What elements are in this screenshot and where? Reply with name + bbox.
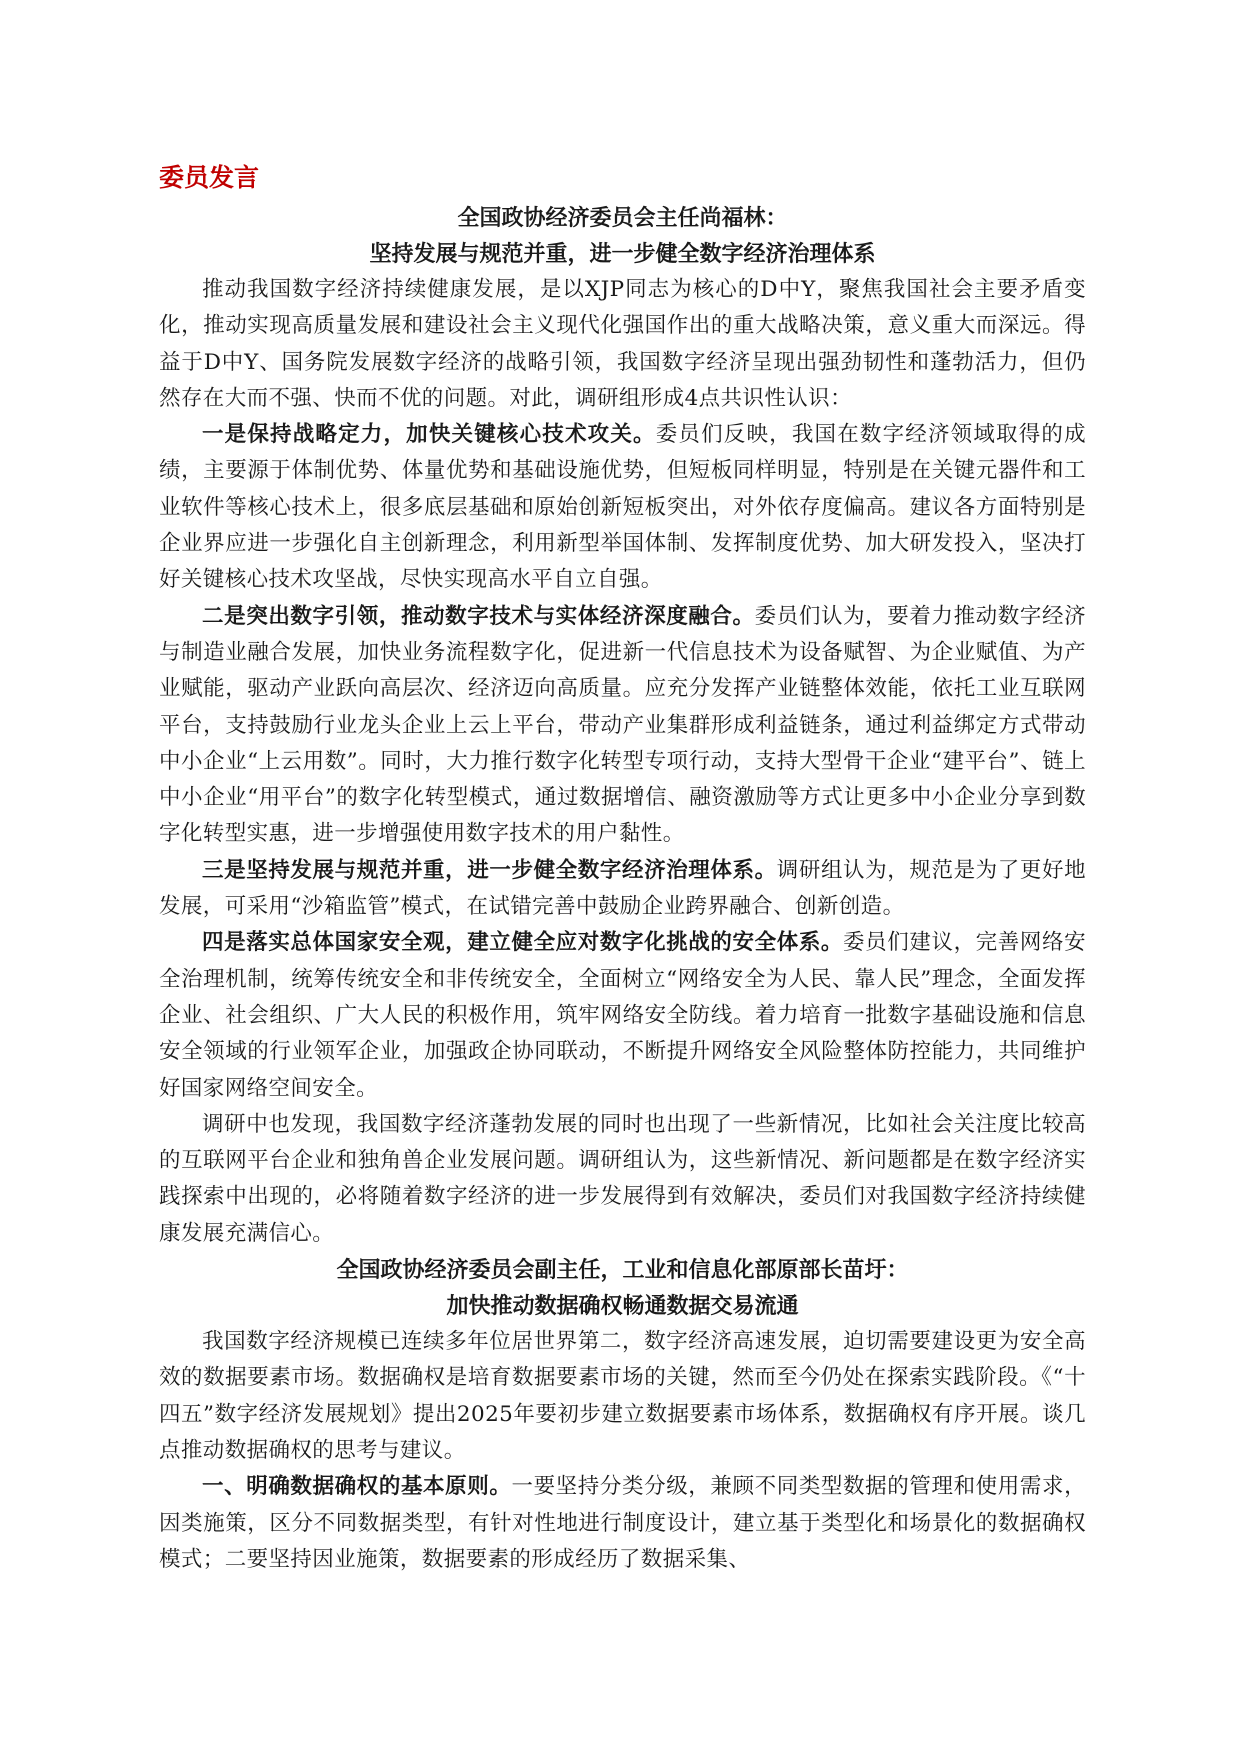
speech-2-paragraph-1: [159, 1324, 1086, 1469]
paragraph-lead: 二是突出数字引领，推动数字技术与实体经济深度融合。: [202, 603, 755, 629]
speech-2-title: 加快推动数据确权畅通数据交易流通: [446, 1293, 799, 1320]
paragraph-text: 一要坚持分类分级，兼顾不同类型数据的管理和使用需求，因类施策，区分不同数据类型，有针对性地进行制度设计，建立基于类型化和场景化的数据确权模式；二要坚持因业施策，数据要素的形成经历了数据采集、: [159, 1474, 1086, 1572]
paragraph-text: 推动我国数字经济持续健康发展，是以XJP同志为核心的D中Y，聚焦我国社会主要矛盾变化，推动实现高质量发展和建设社会主义现代化强国作出的重大战略决策，意义重大而深远。得益于D中Y、国务院发展数字经济的战略引领，我国数字经济呈现出强劲韧性和蓬勃活力，但仍然存在大而不强、快而不优的问题。对此，调研组形成4点共识性认识：: [159, 277, 1086, 411]
paragraph-text: 调研组认为，规范是为了更好地发展，可采用“沙箱监管”模式，在试错完善中鼓励企业跨界融合、创新创造。: [159, 857, 1086, 920]
paragraph-lead: 一、明确数据确权的基本原则。: [202, 1474, 512, 1500]
speech-1-paragraph-2: [159, 417, 1086, 598]
speech-1-paragraph-4: [159, 853, 1086, 926]
paragraph-lead: 四是落实总体国家安全观，建立健全应对数字化挑战的安全体系。: [202, 930, 844, 956]
speech-1-speaker: 全国政协经济委员会主任尚福林：: [457, 205, 788, 231]
paragraph-text: 委员们建议，完善网络安全治理机制，统筹传统安全和非传统安全，全面树立“网络安全为人民、靠人民”理念，全面发挥企业、社会组织、广大人民的积极作用，筑牢网络安全防线。着力培育一批数字基础设施和信息安全领域的行业领军企业，加强政企协同联动，不断提升网络安全风险整体防控能力，共同维护好国家网络空间安全。: [159, 930, 1086, 1101]
speech-2-speaker: 全国政协经济委员会副主任，工业和信息化部原部长苗圩：: [336, 1257, 909, 1284]
paragraph-text: 委员们反映，我国在数字经济领域取得的成绩，主要源于体制优势、体量优势和基础设施优势，但短板同样明显，特别是在关键元器件和工业软件等核心技术上，很多底层基础和原始创新短板突出，对外依存度偏高。建议各方面特别是企业界应进一步强化自主创新理念，利用新型举国体制、发挥制度优势、加大研发投入，坚决打好关键核心技术攻坚战，尽快实现高水平自立自强。: [159, 422, 1086, 593]
document-page: [159, 160, 1086, 1578]
paragraph-text: 我国数字经济规模已连续多年位居世界第二，数字经济高速发展，迫切需要建设更为安全高效的数据要素市场。数据确权是培育数据要素市场的关键，然而至今仍处在探索实践阶段。《“十四五”数字经济发展规划》提出2025年要初步建立数据要素市场体系，数据确权有序开展。谈几点推动数据确权的思考与建议。: [159, 1329, 1086, 1463]
speech-1-paragraph-5: [159, 925, 1086, 1106]
speech-2-paragraph-2: [159, 1469, 1086, 1578]
speech-1-paragraph-3: [159, 599, 1086, 853]
speech-1: [159, 200, 1086, 1252]
speech-2: [159, 1252, 1086, 1578]
paragraph-lead: 三是坚持发展与规范并重，进一步健全数字经济治理体系。: [202, 857, 777, 883]
speech-1-title: 坚持发展与规范并重，进一步健全数字经济治理体系: [369, 241, 876, 267]
paragraph-text: 委员们认为，要着力推动数字经济与制造业融合发展，加快业务流程数字化，促进新一代信息技术为设备赋智、为企业赋值、为产业赋能，驱动产业跃向高层次、经济迈向高质量。应充分发挥产业链整体效能，依托工业互联网平台，支持鼓励行业龙头企业上云上平台，带动产业集群形成利益链条，通过利益绑定方式带动中小企业“上云用数”。同时，大力推行数字化转型专项行动，支持大型骨干企业“建平台”、链上中小企业“用平台”的数字化转型模式，通过数据增信、融资激励等方式让更多中小企业分享到数字化转型实惠，进一步增强使用数字技术的用户黏性。: [159, 603, 1086, 847]
paragraph-text: 调研中也发现，我国数字经济蓬勃发展的同时也出现了一些新情况，比如社会关注度比较高的互联网平台企业和独角兽企业发展问题。调研组认为，这些新情况、新问题都是在数字经济实践探索中出现的，必将随着数字经济的进一步发展得到有效解决，委员们对我国数字经济持续健康发展充满信心。: [159, 1111, 1086, 1246]
paragraph-lead: 一是保持战略定力，加快关键核心技术攻关。: [202, 422, 656, 448]
section-label: 委员发言: [159, 163, 260, 192]
speech-1-paragraph-6: [159, 1107, 1086, 1252]
speech-1-paragraph-1: [159, 272, 1086, 417]
